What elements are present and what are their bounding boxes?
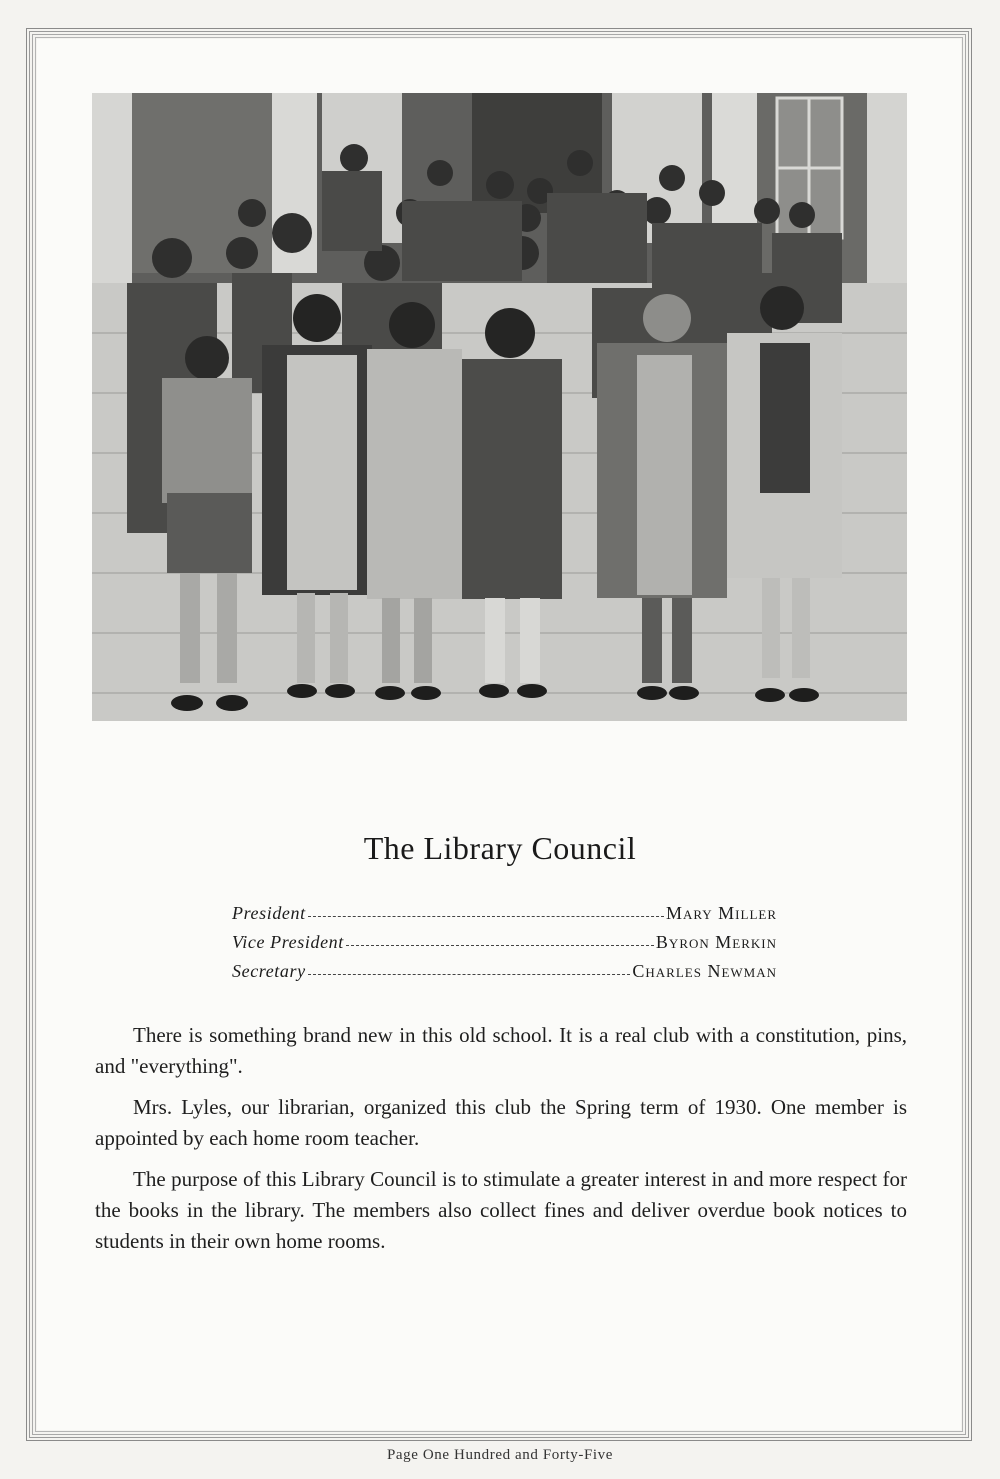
- paragraph: There is something brand new in this old school. It is a real club with a constitution, pins, and "everything".: [95, 1023, 907, 1078]
- officer-row-secretary: [232, 961, 777, 990]
- officer-name: Charles Newman: [632, 961, 777, 981]
- body-text: [95, 1020, 907, 1267]
- group-photograph: [92, 93, 907, 721]
- officer-role: Vice President: [232, 932, 344, 952]
- officer-role: Secretary: [232, 961, 306, 981]
- paragraph: Mrs. Lyles, our librarian, organized this club the Spring term of 1930. One member is appointed by each home room teacher.: [95, 1095, 907, 1150]
- officer-role: President: [232, 903, 306, 923]
- dotted-leader: [346, 945, 654, 946]
- officers-list: [232, 903, 777, 990]
- paragraph: The purpose of this Library Council is to stimulate a greater interest in and more respect for the books in the library. The members also collect fines and deliver overdue book notices to students in their own home rooms.: [95, 1167, 907, 1253]
- officer-name: Byron Merkin: [655, 932, 777, 952]
- dotted-leader: [308, 916, 664, 917]
- officer-row-president: [232, 903, 777, 932]
- page-title: The Library Council: [363, 830, 637, 866]
- page-number-footer: Page One Hundred and Forty-Five: [386, 1447, 614, 1463]
- officer-row-vice-president: [232, 932, 777, 961]
- dotted-leader: [308, 974, 631, 975]
- officer-name: Mary Miller: [665, 903, 777, 923]
